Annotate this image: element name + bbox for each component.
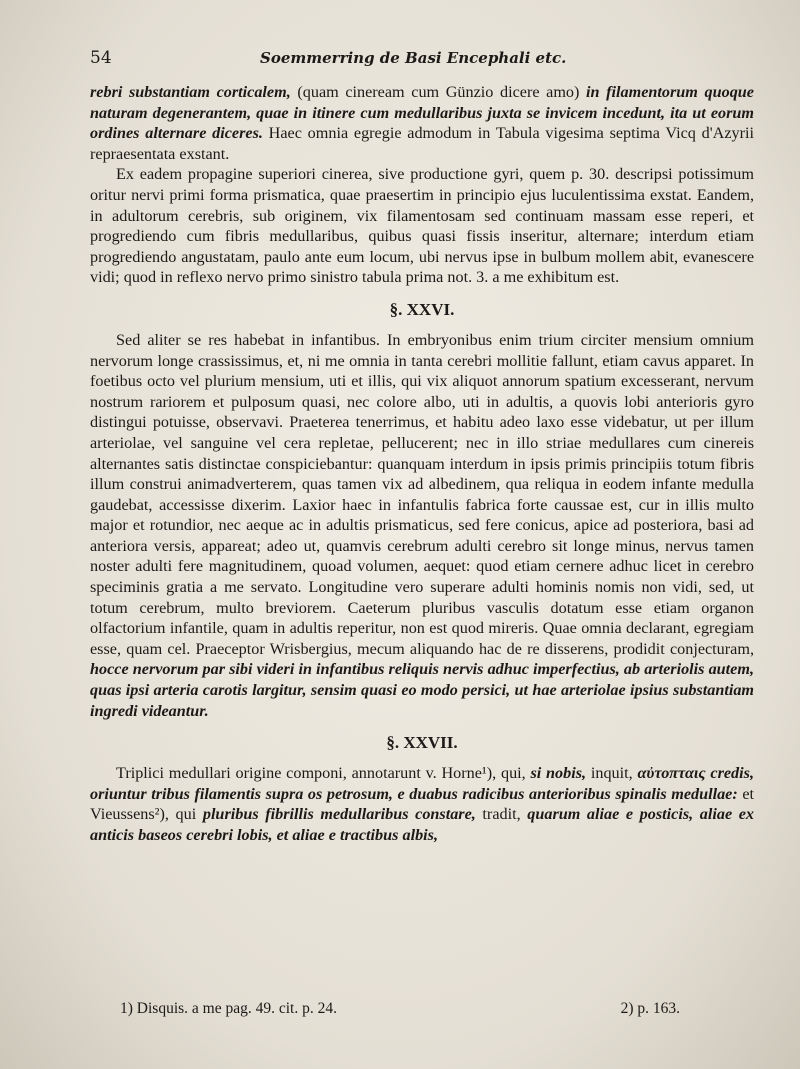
para4-italic-1: si nobis, [530,764,587,783]
para1-text-2: Haec omnia egregie admodum in Tabula vigesima septima Vicq d'Azyrii repraesentata exstant. [90,124,754,163]
footnote-2: 2) p. 163. [620,1000,680,1017]
para3-text-1: Sed aliter se res habebat in infantibus. In embryonibus enim trium circiter mensium omnium nervorum longe crassissimus, et, ni me omnia in tanta cerebri mollitie fallunt, etiam cavus apparet. In foetibus octo vel plurium mensium, uti et illis, qui vix aliquot annorum spatium excesserant, nervum nostrum rariorem et pulposum quasi, nec colore albo, uti in adultis, a quovis lobi anterioris gyro distingui potuisse, observavi. Praeterea tenerrimus, et habitu adeo laxo esse videbatur, ut per illum arteriolae, vel sanguine vel cera repletae, pellucerent; nec in illo striae medullares cum cinereis alternantes satis distinctae conspiciebantur: quanquam interdum in ipsis primis principiis totum fibris illum construi animadverterem, quas tamen vix ad albedinem, qua reliqua in eodem infante medulla gaudebat, accessisse dixerim. Laxior haec in infantulis fabrica forte caussae est, cur in illis multo major et rotundior, nec aeque ac in adultis prismaticus, sed fere conicus, apice ad posteriora, basi ad anteriora versis, appareat; adeo ut, quamvis cerebrum adulti cerebro sit longe minus, nervus tamen noster adulti fere magnitudinem, quoad volumen, aequet: quod etiam cernere adhuc licet in cerebro speciminis gratia a me servato. Longitudine vero superare adulti hominis nomis non vidi, sed, ut totum cerebrum, multo breviorem. Caeterum pluribus vasculis dotatum esse etiam organon olfactorium infantile, quam in adultis reperitur, non est quod mireris. Quae omnia declarant, egregiam esse, quam cel. Praeceptor Wrisbergius, mecum aliquando hac de re disserens, prodidit conjecturam, [90,330,754,658]
para4-italic-2: αὐτοπταις credis, oriuntur tribus filamentis supra os petrosum, e duabus radicibus anterioribus spinalis medullae: [90,764,754,803]
para1-text-1: (quam cineream cum Günzio dicere amo) [290,83,587,101]
paragraph-4 [90,763,754,845]
section-heading-xxvii: §. XXVII. [386,733,458,753]
para4-italic-3: pluribus fibrillis medullaribus constare, [202,805,476,824]
para1-italic-1: rebri substantiam corticalem, [90,83,291,101]
para3-italic-1: hocce nervorum par sibi videri in infantibus reliquis nervis adhuc imperfectius, ab arteriolis autem, quas ipsi arteria carotis largitur, sensim quasi eo modo persici, [90,660,754,700]
footnotes [120,1000,680,1018]
para4-text-3: et Vieussens²), qui [90,784,754,824]
footnote-1: 1) Disquis. a me pag. 49. cit. p. 24. [120,1000,337,1017]
paragraph-2: Ex eadem propagine superiori cinerea, sive productione gyri, quem p. 30. descripsi potissimum oritur nervi primi forma prismatica, quae praesertim in principio ejus luculentissima exstat. Eandem, in adultorum cerebris, sub originem, vix filamentosam sed continuam massam esse reperi, et progrediendo cum fibris medullaribus, quibus quasi fissis inseritur, alternare; interdum etiam progrediendo angustatam, paulo ante eum locum, ubi nervus ipse in bulbum mollem abit, evanescere vidi; quod in reflexo nervo primo sinistro tabula prima not. 3. a me exhibitum est. [90,165,754,287]
running-title: Soemmerring de Basi Encephali etc. [260,49,567,67]
para4-text-4: tradit, [475,805,528,824]
para4-italic-4: quarum aliae e posticis, aliae ex anticis baseos cerebri lobis, et aliae e tractibus albis, [90,805,755,844]
section-heading-xxvi: §. XXVI. [389,299,455,319]
paragraph-3 [90,330,754,721]
para4-text-2: inquit, [586,764,638,783]
para1-italic-2: in filamentorum quoque naturam degenerantem, quae in itinere cum medullaribus juxta se invicem incedunt, ita ut eorum ordines alternare diceres. [90,83,754,143]
para4-text-1: Triplici medullari origine componi, annotarunt v. Horne¹), qui, [116,764,531,783]
para3-italic-2: ut hae arteriolae ipsius substantiam ingredi videantur. [90,681,754,720]
page-header [90,48,754,68]
paragraph-1 [90,82,754,164]
page-number: 54 [90,48,112,68]
